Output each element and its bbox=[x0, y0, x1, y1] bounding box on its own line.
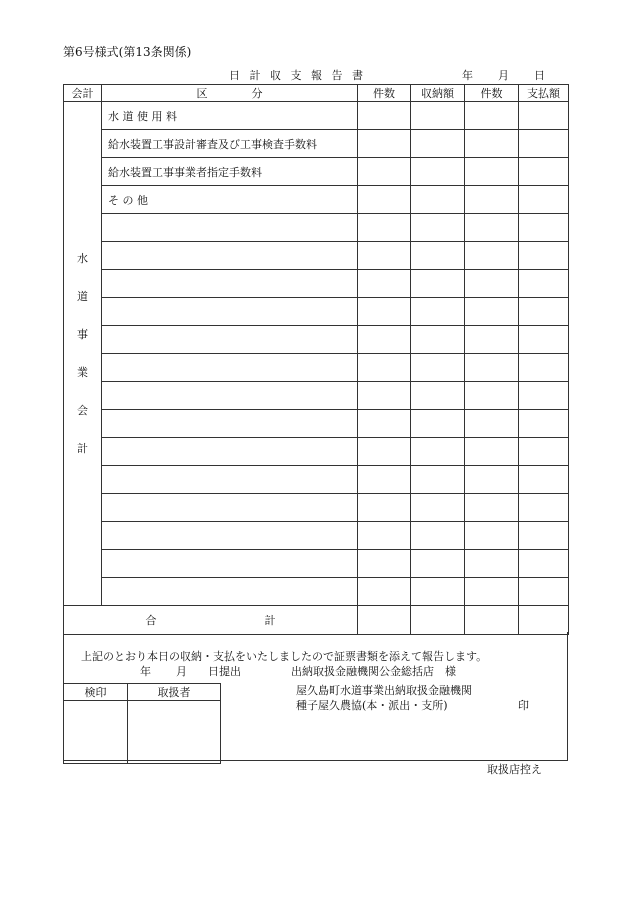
amount-out-cell[interactable] bbox=[519, 550, 569, 578]
category-cell[interactable] bbox=[102, 326, 358, 354]
bank-name-line1: 屋久島町水道事業出納取扱金融機関 bbox=[296, 684, 472, 697]
count-out-cell[interactable] bbox=[465, 326, 519, 354]
date-year-label: 年 bbox=[462, 69, 473, 82]
category-cell[interactable] bbox=[102, 298, 358, 326]
account-char: 道 bbox=[77, 289, 88, 303]
header-amount-out: 支払額 bbox=[519, 85, 569, 102]
count-in-cell[interactable] bbox=[358, 550, 411, 578]
header-amount-in: 収納額 bbox=[411, 85, 465, 102]
stamp-header-handler: 取扱者 bbox=[128, 684, 221, 701]
report-table bbox=[63, 84, 569, 635]
count-out-cell[interactable] bbox=[465, 578, 519, 606]
table-row bbox=[64, 326, 569, 354]
table-row bbox=[64, 550, 569, 578]
amount-in-cell[interactable] bbox=[411, 214, 465, 242]
count-in-cell[interactable] bbox=[358, 522, 411, 550]
amount-out-cell[interactable] bbox=[519, 186, 569, 214]
amount-out-cell[interactable] bbox=[519, 102, 569, 130]
total-amount-in[interactable] bbox=[411, 606, 465, 635]
header-count-in: 件数 bbox=[358, 85, 411, 102]
category-cell[interactable] bbox=[102, 354, 358, 382]
submit-month-label: 月 bbox=[176, 665, 187, 678]
amount-in-cell[interactable] bbox=[411, 410, 465, 438]
submit-day-label: 日提出 bbox=[208, 665, 241, 678]
category-cell[interactable] bbox=[102, 522, 358, 550]
header-account: 会計 bbox=[64, 85, 102, 102]
table-row bbox=[64, 214, 569, 242]
category-cell[interactable] bbox=[102, 270, 358, 298]
count-in-cell[interactable] bbox=[358, 298, 411, 326]
amount-in-cell[interactable] bbox=[411, 270, 465, 298]
amount-in-cell[interactable] bbox=[411, 550, 465, 578]
amount-in-cell[interactable] bbox=[411, 186, 465, 214]
amount-in-cell[interactable] bbox=[411, 242, 465, 270]
amount-in-cell[interactable] bbox=[411, 438, 465, 466]
amount-out-cell[interactable] bbox=[519, 354, 569, 382]
count-in-cell[interactable] bbox=[358, 270, 411, 298]
table-row bbox=[64, 382, 569, 410]
table-header-row bbox=[64, 85, 569, 102]
recipient-text: 出納取扱金融機関公金総括店 様 bbox=[291, 665, 456, 678]
stamp-table bbox=[63, 683, 221, 764]
amount-in-cell[interactable] bbox=[411, 354, 465, 382]
amount-in-cell[interactable] bbox=[411, 158, 465, 186]
category-cell[interactable]: 給水装置工事設計審査及び工事検査手数料 bbox=[102, 130, 358, 158]
seal-mark: 印 bbox=[518, 699, 529, 712]
amount-out-cell[interactable] bbox=[519, 158, 569, 186]
amount-out-cell[interactable] bbox=[519, 242, 569, 270]
table-row bbox=[64, 242, 569, 270]
count-out-cell[interactable] bbox=[465, 438, 519, 466]
amount-in-cell[interactable] bbox=[411, 382, 465, 410]
count-in-cell[interactable] bbox=[358, 466, 411, 494]
stamp-header-check: 検印 bbox=[64, 684, 128, 701]
date-day-label: 日 bbox=[534, 69, 545, 82]
total-label-left: 合 bbox=[145, 614, 157, 627]
category-cell[interactable] bbox=[102, 438, 358, 466]
account-char: 会 bbox=[77, 403, 88, 417]
total-label-right: 計 bbox=[264, 614, 276, 627]
count-out-cell[interactable] bbox=[465, 494, 519, 522]
total-row bbox=[64, 606, 569, 635]
table-row bbox=[64, 186, 569, 214]
table-row bbox=[64, 270, 569, 298]
amount-in-cell[interactable] bbox=[411, 494, 465, 522]
amount-out-cell[interactable] bbox=[519, 410, 569, 438]
count-in-cell[interactable] bbox=[358, 354, 411, 382]
submit-year-label: 年 bbox=[140, 665, 151, 678]
category-cell[interactable] bbox=[102, 550, 358, 578]
count-in-cell[interactable] bbox=[358, 158, 411, 186]
category-cell[interactable] bbox=[102, 410, 358, 438]
table-row bbox=[64, 298, 569, 326]
stamp-handler-box[interactable] bbox=[128, 701, 221, 764]
account-char: 水 bbox=[77, 251, 88, 265]
total-count-in[interactable] bbox=[358, 606, 411, 635]
category-cell[interactable] bbox=[102, 466, 358, 494]
count-in-cell[interactable] bbox=[358, 382, 411, 410]
count-out-cell[interactable] bbox=[465, 522, 519, 550]
amount-in-cell[interactable] bbox=[411, 466, 465, 494]
count-in-cell[interactable] bbox=[358, 438, 411, 466]
table-row bbox=[64, 158, 569, 186]
total-label-cell bbox=[64, 606, 358, 635]
account-name-vertical bbox=[64, 250, 101, 456]
amount-out-cell[interactable] bbox=[519, 214, 569, 242]
amount-out-cell[interactable] bbox=[519, 438, 569, 466]
bank-name-line2: 種子屋久農協(本・派出・支所) bbox=[296, 699, 448, 712]
account-name-cell bbox=[64, 102, 102, 606]
amount-out-cell[interactable] bbox=[519, 522, 569, 550]
count-out-cell[interactable] bbox=[465, 186, 519, 214]
table-row bbox=[64, 494, 569, 522]
count-in-cell[interactable] bbox=[358, 214, 411, 242]
count-out-cell[interactable] bbox=[465, 466, 519, 494]
amount-in-cell[interactable] bbox=[411, 130, 465, 158]
date-month-label: 月 bbox=[498, 69, 509, 82]
table-row bbox=[64, 578, 569, 606]
count-out-cell[interactable] bbox=[465, 550, 519, 578]
count-out-cell[interactable] bbox=[465, 354, 519, 382]
form-reference: 第6号様式(第13条関係) bbox=[63, 45, 192, 59]
count-out-cell[interactable] bbox=[465, 242, 519, 270]
category-cell[interactable]: そ の 他 bbox=[102, 186, 358, 214]
account-char: 業 bbox=[77, 365, 88, 379]
count-in-cell[interactable] bbox=[358, 242, 411, 270]
table-row bbox=[64, 354, 569, 382]
count-out-cell[interactable] bbox=[465, 130, 519, 158]
header-category: 区 分 bbox=[102, 85, 358, 102]
amount-out-cell[interactable] bbox=[519, 466, 569, 494]
count-in-cell[interactable] bbox=[358, 494, 411, 522]
count-out-cell[interactable] bbox=[465, 382, 519, 410]
count-in-cell[interactable] bbox=[358, 410, 411, 438]
table-row bbox=[64, 466, 569, 494]
category-cell[interactable]: 水 道 使 用 料 bbox=[102, 102, 358, 130]
count-in-cell[interactable] bbox=[358, 326, 411, 354]
amount-out-cell[interactable] bbox=[519, 298, 569, 326]
amount-out-cell[interactable] bbox=[519, 130, 569, 158]
category-cell[interactable] bbox=[102, 242, 358, 270]
form-title: 日 計 収 支 報 告 書 bbox=[229, 69, 366, 82]
category-cell[interactable] bbox=[102, 578, 358, 606]
report-statement: 上記のとおり本日の収納・支払をいたしましたので証票書類を添えて報告します。 bbox=[81, 650, 488, 663]
amount-out-cell[interactable] bbox=[519, 382, 569, 410]
category-cell[interactable] bbox=[102, 494, 358, 522]
amount-out-cell[interactable] bbox=[519, 270, 569, 298]
count-out-cell[interactable] bbox=[465, 214, 519, 242]
account-char: 計 bbox=[77, 441, 88, 455]
total-amount-out[interactable] bbox=[519, 606, 569, 635]
table-row bbox=[64, 438, 569, 466]
total-count-out[interactable] bbox=[465, 606, 519, 635]
count-in-cell[interactable] bbox=[358, 578, 411, 606]
amount-out-cell[interactable] bbox=[519, 326, 569, 354]
amount-out-cell[interactable] bbox=[519, 494, 569, 522]
amount-in-cell[interactable] bbox=[411, 578, 465, 606]
count-in-cell[interactable] bbox=[358, 130, 411, 158]
count-out-cell[interactable] bbox=[465, 102, 519, 130]
amount-in-cell[interactable] bbox=[411, 298, 465, 326]
count-out-cell[interactable] bbox=[465, 270, 519, 298]
amount-in-cell[interactable] bbox=[411, 522, 465, 550]
account-char: 事 bbox=[77, 327, 88, 341]
table-row bbox=[64, 410, 569, 438]
count-in-cell[interactable] bbox=[358, 186, 411, 214]
count-out-cell[interactable] bbox=[465, 298, 519, 326]
amount-in-cell[interactable] bbox=[411, 326, 465, 354]
count-out-cell[interactable] bbox=[465, 410, 519, 438]
footer-label: 取扱店控え bbox=[487, 763, 542, 776]
category-cell[interactable]: 給水装置工事事業者指定手数料 bbox=[102, 158, 358, 186]
header-count-out: 件数 bbox=[465, 85, 519, 102]
count-out-cell[interactable] bbox=[465, 158, 519, 186]
table-row bbox=[64, 130, 569, 158]
amount-out-cell[interactable] bbox=[519, 578, 569, 606]
amount-in-cell[interactable] bbox=[411, 102, 465, 130]
category-cell[interactable] bbox=[102, 214, 358, 242]
count-in-cell[interactable] bbox=[358, 102, 411, 130]
table-row bbox=[64, 522, 569, 550]
stamp-check-box[interactable] bbox=[64, 701, 128, 764]
category-cell[interactable] bbox=[102, 382, 358, 410]
